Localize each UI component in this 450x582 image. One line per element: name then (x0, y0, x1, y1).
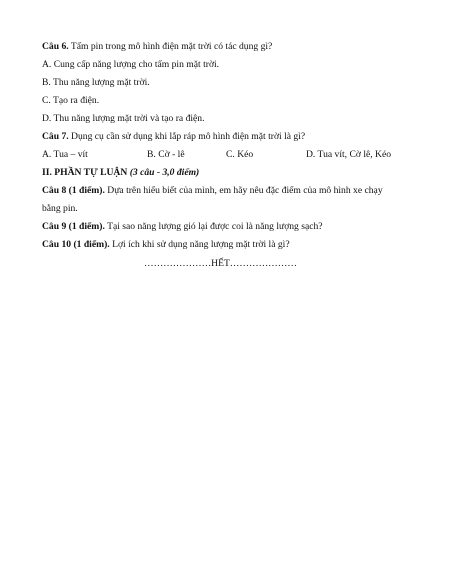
question-8-text-line-2: bằng pin. (42, 203, 78, 214)
question-7-label: Câu 7. (42, 131, 69, 142)
question-6-text: Tấm pin trong mô hình điện mặt trời có tác dụng gì? (68, 41, 273, 52)
end-marker: …………………HẾT………………… (144, 258, 297, 269)
question-8-text-line-1: Dựa trên hiểu biết của mình, em hãy nêu đặc điểm của mô hình xe chạy (104, 185, 383, 196)
question-9-label: Câu 9 (1 điểm). (42, 221, 105, 232)
question-6-option-d: D. Thu năng lượng mặt trời và tạo ra điện. (42, 113, 205, 124)
question-6-option-a: A. Cung cấp năng lượng cho tấm pin mặt trời. (42, 59, 220, 70)
question-7 (42, 131, 305, 143)
question-6 (42, 41, 272, 53)
question-6-option-c: C. Tạo ra điện. (42, 95, 100, 106)
question-7-option-b: B. Cờ - lê (147, 149, 185, 160)
question-8 (42, 185, 383, 197)
section-2-subtitle: (3 câu - 3,0 điểm) (129, 167, 200, 178)
question-7-option-c: C. Kéo (226, 149, 254, 160)
question-6-label: Câu 6. (42, 41, 69, 52)
question-6-option-b: B. Thu năng lượng mặt trời. (42, 77, 150, 88)
section-2-heading (42, 167, 199, 179)
question-8-label: Câu 8 (1 điểm). (42, 185, 105, 196)
question-9-text: Tại sao năng lượng gió lại được coi là năng lượng sạch? (104, 221, 323, 232)
question-7-option-a: A. Tua – vít (42, 149, 88, 160)
question-10-text: Lợi ích khi sử dụng năng lượng mặt trời là gì? (109, 239, 290, 250)
question-7-option-d: D. Tua vít, Cờ lê, Kéo (306, 149, 392, 160)
question-7-text: Dụng cụ cần sử dụng khi lắp ráp mô hình điện mặt trời là gì? (68, 131, 306, 142)
section-2-title: II. PHẦN TỰ LUẬN (42, 167, 130, 178)
question-9 (42, 221, 323, 233)
question-10-label: Câu 10 (1 điểm). (42, 239, 110, 250)
question-10 (42, 239, 290, 251)
